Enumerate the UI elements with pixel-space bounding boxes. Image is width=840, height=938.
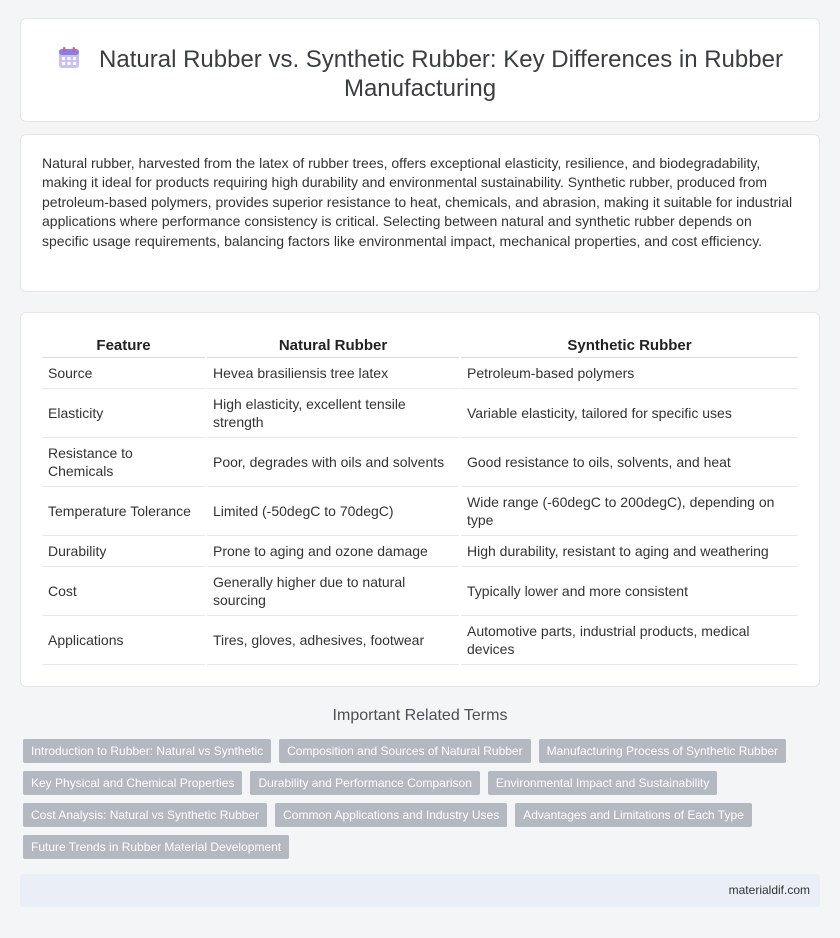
header-card: [20, 18, 820, 122]
related-term-tag[interactable]: Composition and Sources of Natural Rubber: [279, 739, 530, 763]
related-term-tag[interactable]: Manufacturing Process of Synthetic Rubber: [539, 739, 786, 763]
related-term-tag[interactable]: Environmental Impact and Sustainability: [488, 771, 717, 795]
cell-synthetic: Wide range (-60degC to 200degC), depending on type: [460, 486, 798, 535]
cell-natural: High elasticity, excellent tensile strength: [206, 388, 460, 437]
table-row: [42, 535, 798, 566]
cell-natural: Hevea brasiliensis tree latex: [206, 357, 460, 388]
cell-natural: Limited (-50degC to 70degC): [206, 486, 460, 535]
page-title-wrap: [51, 45, 789, 103]
cell-feature: Resistance to Chemicals: [42, 437, 206, 486]
header-synthetic-rubber: Synthetic Rubber: [460, 335, 798, 357]
table-row: [42, 357, 798, 388]
cell-feature: Temperature Tolerance: [42, 486, 206, 535]
cell-synthetic: Petroleum-based polymers: [460, 357, 798, 388]
cell-feature: Elasticity: [42, 388, 206, 437]
cell-feature: Durability: [42, 535, 206, 566]
table-row: [42, 486, 798, 535]
intro-card: [20, 134, 820, 292]
page-title: Natural Rubber vs. Synthetic Rubber: Key Differences in Rubber Manufacturing: [99, 46, 783, 102]
table-row: [42, 388, 798, 437]
cell-synthetic: Variable elasticity, tailored for specific uses: [460, 388, 798, 437]
related-terms-heading: Important Related Terms: [332, 707, 508, 724]
header-natural-rubber: Natural Rubber: [206, 335, 460, 357]
table-header-row: [42, 335, 798, 357]
related-term-tag[interactable]: Future Trends in Rubber Material Development: [23, 835, 289, 859]
footer-site-link[interactable]: materialdif.com: [728, 883, 810, 897]
table-row: [42, 566, 798, 615]
related-term-tag[interactable]: Introduction to Rubber: Natural vs Synthetic: [23, 739, 271, 763]
cell-synthetic: Automotive parts, industrial products, medical devices: [460, 615, 798, 664]
cell-feature: Cost: [42, 566, 206, 615]
cell-natural: Generally higher due to natural sourcing: [206, 566, 460, 615]
cell-feature: Source: [42, 357, 206, 388]
cell-natural: Prone to aging and ozone damage: [206, 535, 460, 566]
table-row: [42, 437, 798, 486]
cell-synthetic: Good resistance to oils, solvents, and heat: [460, 437, 798, 486]
header-feature: Feature: [42, 335, 206, 357]
comparison-card: [20, 312, 820, 687]
table-row: [42, 615, 798, 664]
cell-feature: Applications: [42, 615, 206, 664]
related-terms-list: [23, 739, 813, 867]
related-term-tag[interactable]: Key Physical and Chemical Properties: [23, 771, 242, 795]
calendar-icon: [57, 46, 81, 70]
related-term-tag[interactable]: Common Applications and Industry Uses: [275, 803, 507, 827]
cell-natural: Tires, gloves, adhesives, footwear: [206, 615, 460, 664]
cell-natural: Poor, degrades with oils and solvents: [206, 437, 460, 486]
related-term-tag[interactable]: Durability and Performance Comparison: [250, 771, 479, 795]
cell-synthetic: High durability, resistant to aging and weathering: [460, 535, 798, 566]
footer: [20, 874, 820, 907]
related-term-tag[interactable]: Advantages and Limitations of Each Type: [515, 803, 752, 827]
related-term-tag[interactable]: Cost Analysis: Natural vs Synthetic Rubber: [23, 803, 267, 827]
cell-synthetic: Typically lower and more consistent: [460, 566, 798, 615]
intro-paragraph: Natural rubber, harvested from the latex of rubber trees, offers exceptional elasticity, resilience, and biodegradability, making it ideal for products requiring high durability and environmental sustainability. Synthetic rubber, produced from petroleum-based polymers, provides superior resistance to heat, chemicals, and abrasion, making it suitable for industrial applications where performance consistency is critical. Selecting between natural and synthetic rubber depends on specific usage requirements, balancing factors like environmental impact, mechanical properties, and cost efficiency.: [42, 155, 793, 249]
comparison-table: [42, 335, 798, 665]
